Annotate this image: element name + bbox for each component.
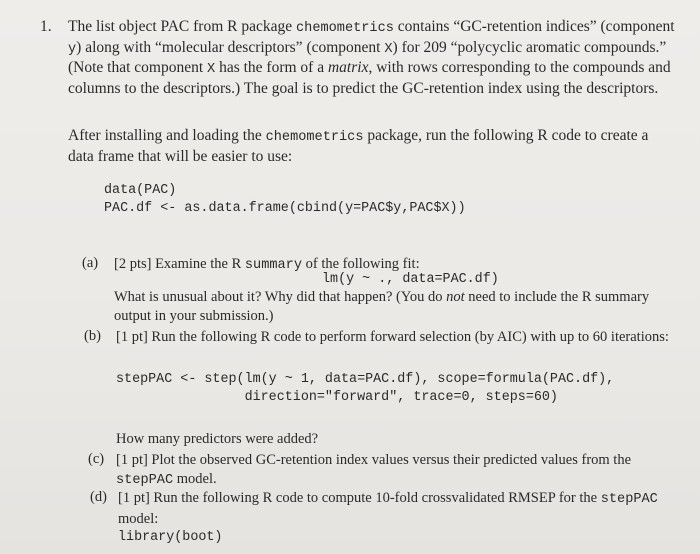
part-b-text: [1 pt] Run the following R code to perform forward selection (by AIC) with up to 60 iterations: [116,329,669,345]
code-block-setup [104,182,466,218]
part-b-label: (b) [84,328,101,344]
part-a-question: What is unusual about it? Why did that happen? (You do not need to include the R summary output in your submission.) [114,289,650,324]
part-a-label: (a) [82,255,99,271]
problem-number: 1. [40,18,52,35]
code-line: stepPAC <- step(lm(y ~ 1, data=PAC.df), scope=formula(PAC.df), [116,372,615,387]
package-name: chemometrics [265,130,364,145]
part-a-text: [2 pts] Examine the R summary of the following fit: [114,256,420,273]
part-d-text: [1 pt] Run the following R code to compute 10-fold crossvalidated RMSEP for the stepPAC model: [118,490,658,527]
code-line: PAC.df <- as.data.frame(cbind(y=PAC$y,PAC$X)) [104,201,466,216]
setup-instructions: After installing and loading the chemometrics package, run the following R code to create a data frame that will be easier to use: [68,127,649,165]
code-library-boot: library(boot) [118,530,223,545]
code-line: direction="forward", trace=0, steps=60) [116,390,558,405]
package-name: chemometrics [296,21,394,36]
part-c-text: [1 pt] Plot the observed GC-retention index values versus their predicted values from the stepPAC model. [116,452,632,488]
part-c-label: (c) [88,451,105,467]
code-line: data(PAC) [104,183,177,198]
code-step-selection [116,371,614,407]
part-b-question: How many predictors were added? [116,431,319,447]
code-lm-fit: lm(y ~ ., data=PAC.df) [322,272,499,287]
problem-intro: The list object PAC from R package chemometrics contains “GC-retention indices” (component y) along with “molecular descriptors” (component X) for 209 “polycyclic aromatic compounds.” (Note that component X has the form of a matrix, with rows corresponding to the compounds and columns to the descriptors.) The goal is to predict the GC-retention index using the descriptors. [68,18,675,97]
part-d-label: (d) [90,489,107,505]
